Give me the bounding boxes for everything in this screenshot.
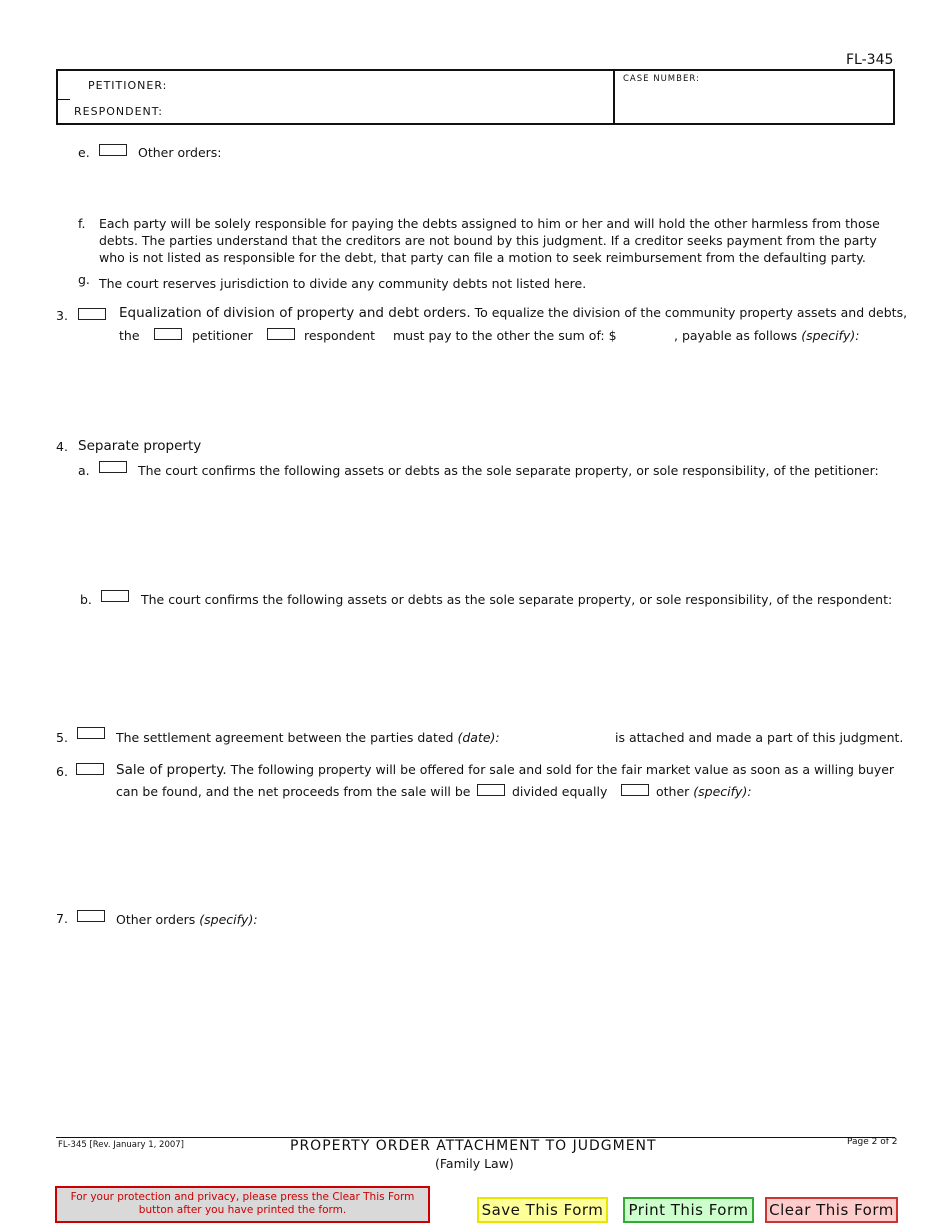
section-6-other-label: other (656, 784, 690, 799)
privacy-note-line: button after you have printed the form. (138, 1204, 347, 1216)
section-6-marker: 6. (56, 764, 68, 779)
respondent-label: RESPONDENT: (74, 105, 163, 118)
section-4a-text: The court confirms the following assets or debts as the sole separate property, or sole responsibility, of the petitioner: (138, 463, 879, 478)
item-f-line: debts. The parties understand that the creditors are not bound by this judgment. If a creditor seeks payment from the party (99, 233, 877, 248)
section-3-petitioner-checkbox[interactable] (154, 328, 182, 340)
section-7-marker: 7. (56, 911, 68, 926)
section-5-date-label: (date): (457, 730, 500, 745)
caption-divider (613, 69, 615, 125)
item-e-marker: e. (78, 145, 90, 160)
section-5-checkbox[interactable] (77, 727, 105, 739)
section-5-tail: is attached and made a part of this judgment. (615, 730, 904, 745)
section-6-divided-equally-checkbox[interactable] (477, 784, 505, 796)
item-f-line: who is not listed as responsible for the debt, that party can file a motion to seek reimbursement from the defaulting party. (99, 250, 866, 265)
item-e-checkbox[interactable] (99, 144, 127, 156)
item-f-marker: f. (78, 216, 86, 231)
section-6-text: The following property will be offered for sale and sold for the fair market value as soon as a willing buyer (230, 762, 895, 777)
section-3-respondent-label: respondent (304, 328, 376, 343)
section-3-pay-text: must pay to the other the sum of: $ (393, 328, 617, 343)
caption-tick (56, 99, 70, 100)
case-number-label: CASE NUMBER: (623, 74, 700, 84)
privacy-note (55, 1186, 430, 1223)
form-number: FL-345 (846, 52, 894, 68)
section-3-payable-text: , payable as follows (674, 328, 798, 343)
item-g-text: The court reserves jurisdiction to divide any community debts not listed here. (99, 276, 587, 291)
section-6-other-checkbox[interactable] (621, 784, 649, 796)
petitioner-label: PETITIONER: (88, 79, 168, 92)
section-4b-marker: b. (80, 592, 92, 607)
section-4b-checkbox[interactable] (101, 590, 129, 602)
item-g-marker: g. (78, 272, 90, 287)
section-7-specify: (specify): (199, 912, 258, 927)
section-4a-marker: a. (78, 463, 90, 478)
caption-box (56, 69, 895, 125)
section-3-heading: Equalization of division of property and debt orders. (119, 305, 471, 321)
section-3-specify: (specify): (801, 328, 860, 343)
section-5-marker: 5. (56, 730, 68, 745)
item-e-text: Other orders: (138, 145, 222, 160)
section-6-specify: (specify): (693, 784, 752, 799)
footer-revision: FL-345 [Rev. January 1, 2007] (58, 1140, 184, 1150)
clear-form-button[interactable]: Clear This Form (765, 1197, 898, 1223)
section-4-heading: Separate property (78, 438, 202, 454)
section-4a-checkbox[interactable] (99, 461, 127, 473)
section-4-marker: 4. (56, 439, 68, 454)
section-4b-text: The court confirms the following assets or debts as the sole separate property, or sole responsibility, of the respondent: (141, 592, 893, 607)
section-3-marker: 3. (56, 308, 68, 323)
print-form-button[interactable]: Print This Form (623, 1197, 754, 1223)
section-3-petitioner-label: petitioner (192, 328, 253, 343)
footer-page-number: Page 2 of 2 (847, 1137, 898, 1147)
section-3-checkbox[interactable] (78, 308, 106, 320)
section-6-heading: Sale of property. (116, 762, 227, 778)
section-3-respondent-checkbox[interactable] (267, 328, 295, 340)
section-7-checkbox[interactable] (77, 910, 105, 922)
footer-title: PROPERTY ORDER ATTACHMENT TO JUDGMENT (290, 1138, 657, 1154)
privacy-note-line: For your protection and privacy, please press the Clear This Form (70, 1191, 415, 1203)
section-7-text: Other orders (116, 912, 196, 927)
footer-subtitle: (Family Law) (435, 1156, 514, 1171)
section-3-text: To equalize the division of the community property assets and debts, (474, 305, 908, 320)
section-3-the: the (119, 328, 140, 343)
section-6-line2: can be found, and the net proceeds from the sale will be (116, 784, 471, 799)
section-6-divided-equally-label: divided equally (512, 784, 608, 799)
section-6-checkbox[interactable] (76, 763, 104, 775)
item-f-line: Each party will be solely responsible for paying the debts assigned to him or her and will hold the other harmless from those (99, 216, 880, 231)
save-form-button[interactable]: Save This Form (477, 1197, 608, 1223)
section-5-text: The settlement agreement between the parties dated (116, 730, 454, 745)
